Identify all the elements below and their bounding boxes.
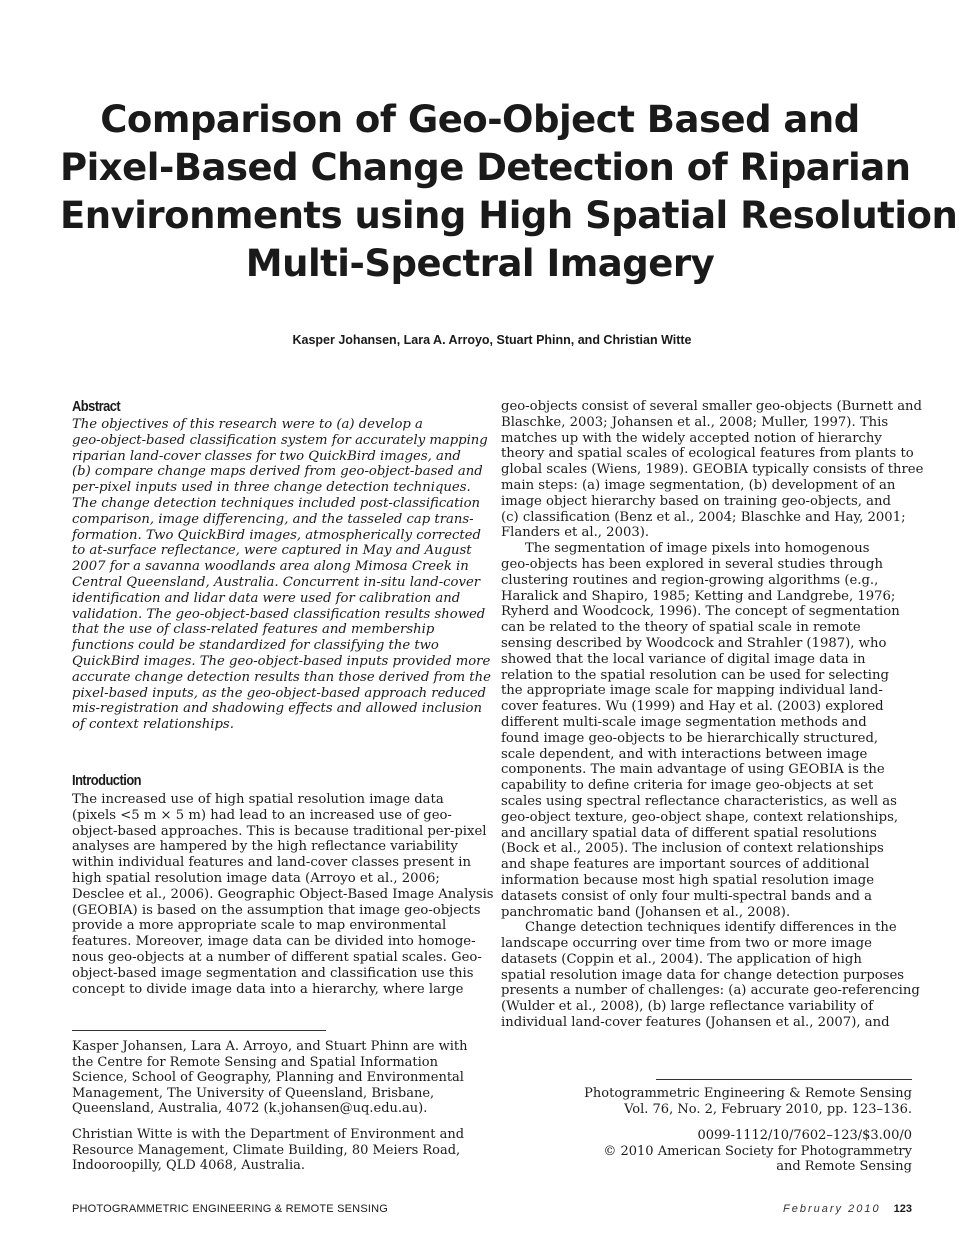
body-line: individual land-cover features (Johansen et al., 2007), and	[501, 1015, 890, 1031]
abstract-line: (b) compare change maps derived from geo-object-based and	[72, 464, 483, 480]
journal-line: Photogrammetric Engineering & Remote Sensing	[584, 1086, 912, 1101]
abstract-line: mis-registration and shadowing effects and allowed inclusion	[72, 701, 482, 717]
abstract-heading: Abstract	[72, 398, 121, 415]
body-line: components. The main advantage of using GEOBIA is the	[501, 762, 885, 778]
footnote-line: Science, School of Geography, Planning and Environmental	[72, 1070, 464, 1086]
abstract-line: comparison, image differencing, and the tasseled cap trans-	[72, 511, 474, 527]
body-line: datasets consist of only four multi-spectral bands and a	[501, 888, 872, 904]
body-line: (c) classification (Benz et al., 2004; Blaschke and Hay, 2001;	[501, 509, 906, 525]
introduction-line: object-based image segmentation and classification use this	[72, 965, 474, 981]
body-line: geo-objects has been explored in several studies through	[501, 556, 883, 572]
author-affiliation-footnote	[72, 1039, 492, 1117]
copyright-line: and Remote Sensing	[776, 1159, 912, 1175]
copyright-line: © 2010 American Society for Photogrammetry	[603, 1143, 912, 1159]
abstract-line: to at-surface reflectance, were captured in May and August	[72, 543, 472, 559]
body-line: cover features. Wu (1999) and Hay et al. (2003) explored	[501, 699, 884, 715]
body-line: matches up with the widely accepted notion of hierarchy	[501, 430, 882, 446]
body-line: datasets (Coppin et al., 2004). The application of high	[501, 951, 862, 967]
journal-citation	[540, 1086, 912, 1117]
body-line: (Bock et al., 2005). The inclusion of context relationships	[501, 841, 884, 857]
journal-info-rule	[656, 1079, 912, 1080]
introduction-body	[72, 792, 494, 997]
body-line: landscape occurring over time from two or more image	[501, 936, 872, 952]
abstract-body	[72, 417, 491, 733]
body-line: scale dependent, and with interactions between image	[501, 746, 868, 762]
body-line: theory and spatial scales of ecological features from plants to	[501, 446, 914, 462]
footnote-line: Management, The University of Queensland, Brisbane,	[72, 1085, 435, 1101]
body-line: global scales (Wiens, 1989). GEOBIA typically consists of three	[501, 462, 924, 478]
footnote-line: the Centre for Remote Sensing and Spatial Information	[72, 1054, 438, 1070]
paper-title	[60, 96, 958, 288]
journal-line: Vol. 76, No. 2, February 2010, pp. 123–136.	[624, 1101, 912, 1117]
body-line: geo-objects consist of several smaller geo-objects (Burnett and	[501, 399, 922, 414]
footer-date: February 2010	[783, 1203, 881, 1215]
body-line: capability to define criteria for image geo-objects at set	[501, 778, 874, 794]
author-list: Kasper Johansen, Lara A. Arroyo, Stuart Phinn, and Christian Witte	[292, 333, 692, 347]
body-line: panchromatic band (Johansen et al., 2008).	[501, 904, 791, 920]
body-line: main steps: (a) image segmentation, (b) development of an	[501, 477, 896, 493]
body-line: the appropriate image scale for mapping individual land-	[501, 683, 883, 699]
title-line: Pixel-Based Change Detection of Riparian	[60, 146, 911, 189]
body-line: presents a number of challenges: (a) accurate geo-referencing	[501, 983, 920, 999]
introduction-line: Desclee et al., 2006). Geographic Object-Based Image Analysis	[72, 886, 494, 902]
body-line: Ryherd and Woodcock, 1996). The concept of segmentation	[501, 604, 900, 620]
body-line: information because most high spatial resolution image	[501, 872, 874, 888]
abstract-line: 2007 for a savanna woodlands area along Mimosa Creek in	[72, 559, 469, 575]
title-line: Comparison of Geo-Object Based and	[100, 98, 860, 141]
abstract-line: accurate change detection results than those derived from the	[72, 669, 491, 685]
introduction-heading: Introduction	[72, 772, 142, 789]
copyright-line: 0099-1112/10/7602–123/$3.00/0	[697, 1128, 912, 1143]
introduction-line: (GEOBIA) is based on the assumption that image geo-objects	[72, 902, 481, 918]
introduction-line: (pixels <5 m × 5 m) had lead to an increased use of geo-	[72, 807, 452, 823]
footnote-rule	[72, 1030, 326, 1031]
title-line: Environments using High Spatial Resolution	[60, 194, 958, 237]
body-line: (Wulder et al., 2008), (b) large reflectance variability of	[501, 999, 874, 1015]
body-line: found image geo-objects to be hierarchically structured,	[501, 730, 879, 746]
introduction-line: within individual features and land-cover classes present in	[72, 855, 471, 871]
footnote-line: Queensland, Australia, 4072 (k.johansen@uq.edu.au).	[72, 1101, 428, 1117]
body-line: The segmentation of image pixels into homogenous	[525, 541, 870, 557]
body-line: Change detection techniques identify differences in the	[525, 920, 897, 936]
copyright-notice	[540, 1128, 912, 1175]
body-line: spatial resolution image data for change detection purposes	[501, 967, 905, 983]
abstract-line: geo-object-based classification system for accurately mapping	[72, 432, 488, 448]
body-line: Haralick and Shapiro, 1985; Ketting and Landgrebe, 1976;	[501, 588, 896, 604]
abstract-line: that the use of class-related features and membership	[72, 622, 435, 638]
footnote-line: Indooroopilly, QLD 4068, Australia.	[72, 1158, 306, 1174]
body-line: clustering routines and region-growing algorithms (e.g.,	[501, 572, 879, 588]
footnote-line: Kasper Johansen, Lara A. Arroyo, and Stuart Phinn are with	[72, 1039, 468, 1054]
introduction-line: analyses are hampered by the high reflectance variability	[72, 839, 458, 855]
footnote-line: Christian Witte is with the Department of Environment and	[72, 1127, 465, 1142]
abstract-line: The objectives of this research were to (a) develop a	[72, 417, 423, 432]
body-line: relation to the spatial resolution can be used for selecting	[501, 667, 889, 683]
abstract-line: QuickBird images. The geo-object-based inputs provided more	[72, 653, 491, 669]
body-line: image object hierarchy based on training geo-objects, and	[501, 493, 891, 509]
introduction-line: concept to divide image data into a hierarchy, where large	[72, 981, 464, 997]
introduction-line: object-based approaches. This is because traditional per-pixel	[72, 823, 487, 839]
abstract-line: identification and lidar data were used for calibration and	[72, 590, 461, 606]
introduction-line: high spatial resolution image data (Arroyo et al., 2006;	[72, 870, 440, 886]
body-line: and ancillary spatial data of different spatial resolutions	[501, 825, 877, 841]
body-line: showed that the local variance of digital image data in	[501, 651, 866, 667]
abstract-line: per-pixel inputs used in three change detection techniques.	[72, 480, 471, 496]
page-number: 123	[893, 1203, 912, 1215]
abstract-line: validation. The geo-object-based classification results showed	[72, 606, 486, 622]
abstract-line: Central Queensland, Australia. Concurrent in-situ land-cover	[72, 574, 481, 590]
abstract-line: of context relationships.	[72, 717, 234, 733]
footer-journal-name: PHOTOGRAMMETRIC ENGINEERING & REMOTE SENSING	[72, 1203, 389, 1215]
introduction-line: provide a more appropriate scale to map environmental	[72, 918, 447, 934]
introduction-line: The increased use of high spatial resolution image data	[72, 792, 444, 807]
footnote-line: Resource Management, Climate Building, 80 Meiers Road,	[72, 1142, 461, 1158]
body-line: geo-object texture, geo-object shape, context relationships,	[501, 809, 899, 825]
body-line: different multi-scale image segmentation methods and	[501, 714, 867, 730]
footer-page-info	[783, 1203, 912, 1215]
introduction-line: nous geo-objects at a number of different spatial scales. Geo-	[72, 949, 482, 965]
title-line: Multi-Spectral Imagery	[245, 242, 715, 285]
right-column-body	[501, 399, 924, 1031]
abstract-line: pixel-based inputs, as the geo-object-based approach reduced	[72, 685, 486, 701]
author-affiliation-footnote-2	[72, 1127, 492, 1174]
abstract-line: formation. Two QuickBird images, atmospherically corrected	[72, 527, 481, 543]
introduction-line: features. Moreover, image data can be divided into homoge-	[72, 934, 476, 950]
body-line: scales using spectral reflectance characteristics, as well as	[501, 793, 897, 809]
abstract-line: The change detection techniques included post-classification	[72, 495, 481, 511]
abstract-line: riparian land-cover classes for two QuickBird images, and	[72, 448, 461, 464]
body-line: and shape features are important sources of additional	[501, 857, 870, 873]
body-line: Flanders et al., 2003).	[501, 525, 650, 541]
body-line: can be related to the theory of spatial scale in remote	[501, 620, 861, 636]
body-line: sensing described by Woodcock and Strahler (1987), who	[501, 635, 887, 651]
body-line: Blaschke, 2003; Johansen et al., 2008; Muller, 1997). This	[501, 414, 889, 430]
abstract-line: functions could be standardized for classifying the two	[72, 638, 439, 654]
